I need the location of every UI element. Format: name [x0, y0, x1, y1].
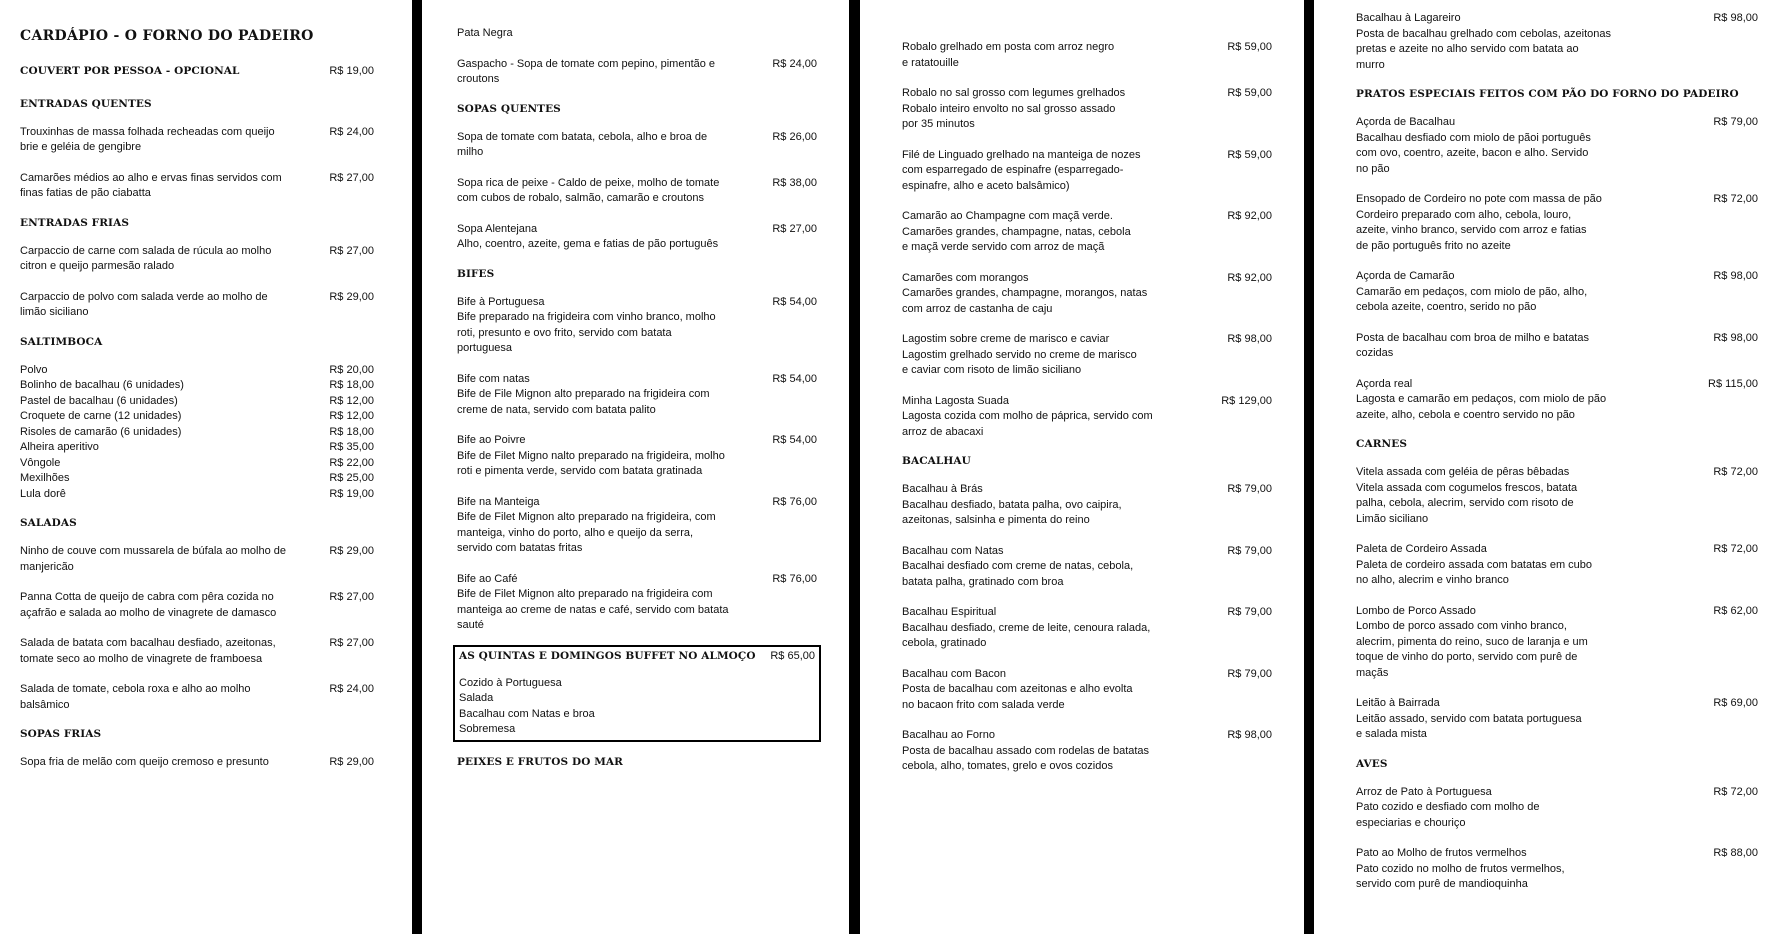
menu-item-description: Sopa rica de peixe - Caldo de peixe, molho de tomate com cubos de robalo, salmão, camarão e croutons [457, 176, 720, 204]
couvert-label: COUVERT POR PESSOA - OPCIONAL [20, 65, 240, 77]
section-saltimboca [20, 363, 374, 503]
menu-item [902, 209, 1272, 256]
menu-item-price: R$ 98,00 [1227, 729, 1272, 741]
list-item-price: R$ 19,00 [329, 487, 374, 500]
menu-item [1356, 696, 1758, 743]
section-bacalhau-continued [1356, 11, 1758, 73]
list-item [20, 409, 374, 425]
menu-item-description: Camarões com morangos Camarões grandes, champagne, morangos, natas com arroz de castanha de caju [902, 271, 1148, 315]
menu-item-description: Sopa de tomate com batata, cebola, alho e broa de milho [457, 130, 708, 158]
menu-item-price: R$ 38,00 [772, 176, 817, 189]
buffet-item: Salada [459, 692, 494, 704]
menu-item-price: R$ 129,00 [1221, 394, 1272, 407]
list-item-label: Mexilhões [20, 472, 70, 484]
section-heading: ENTRADAS QUENTES [20, 97, 152, 110]
menu-item-price: R$ 79,00 [1227, 483, 1272, 495]
menu-item-description: Sopa Alentejana Alho, coentro, azeite, gema e fatias de pão português [457, 222, 719, 250]
menu-item-price: R$ 29,00 [329, 545, 374, 557]
menu-item-description: Gaspacho - Sopa de tomate com pepino, pimentão e croutons [457, 57, 716, 85]
menu-item-price: R$ 115,00 [1708, 377, 1758, 390]
list-item [20, 471, 374, 487]
menu-item-description: Leitão à Bairrada Leitão assado, servido com batata portuguesa e salada mista [1356, 697, 1582, 740]
menu-item [1356, 331, 1758, 362]
menu-item-description: Ninho de couve com mussarela de búfala ao molho de manjericão [20, 545, 286, 573]
section-heading: BIFES [457, 267, 495, 280]
menu-item-description: Pata Negra [457, 27, 513, 39]
menu-item-description: Bife com natas Bife de File Mignon alto preparado na frigideira com creme de nata, servido com batata palito [457, 372, 710, 416]
menu-item-description: Robalo no sal grosso com legumes grelhados Robalo inteiro envolto no sal grosso assado por 35 minutos [902, 87, 1126, 130]
buffet-item-list [459, 676, 815, 738]
menu-item-price: R$ 27,00 [329, 171, 374, 184]
buffet-box [453, 645, 821, 742]
list-item-label: Polvo [20, 363, 48, 376]
buffet-item: Cozido à Portuguesa [459, 676, 562, 689]
section-peixes-items [902, 40, 1272, 440]
buffet-heading: AS QUINTAS E DOMINGOS BUFFET NO ALMOÇO [459, 649, 756, 662]
menu-item [902, 271, 1272, 318]
menu-item-price: R$ 72,00 [1713, 785, 1758, 798]
menu-page-4 [1314, 0, 1786, 934]
menu-item-price: R$ 72,00 [1713, 193, 1758, 205]
list-item-price: R$ 35,00 [329, 441, 374, 453]
couvert-price: R$ 19,00 [329, 65, 374, 77]
menu-item-description: Vitela assada com geléia de pêras bêbadas Vitela assada com cogumelos frescos, batata palha, cebola, alecrim, servido com risoto de Limão siciliano [1356, 466, 1578, 525]
menu-item-price: R$ 54,00 [772, 372, 817, 385]
menu-page-3 [860, 0, 1304, 934]
menu-item-description: Bacalhau com Natas Bacalhai desfiado com creme de natas, cebola, batata palha, gratinado com broa [902, 544, 1134, 588]
buffet-price: R$ 65,00 [770, 649, 815, 662]
menu-item-price: R$ 79,00 [1227, 544, 1272, 557]
menu-item [902, 86, 1272, 133]
section-heading: SOPAS QUENTES [457, 102, 561, 115]
section-sopas-quentes [457, 130, 817, 253]
menu-item-description: Bife ao Poivre Bife de Filet Migno nalto preparado na frigideira, molho roti e pimenta verde, servido com batata gratinada [457, 434, 725, 477]
menu-item-description: Filé de Linguado grelhado na manteiga de nozes com esparregado de espinafre (esparregado-espinafre, alho e aceto balsâmico) [902, 148, 1141, 192]
list-item-price: R$ 18,00 [329, 379, 374, 391]
menu-item-price: R$ 27,00 [772, 222, 817, 235]
list-item-price: R$ 12,00 [329, 394, 374, 407]
menu-item-price: R$ 92,00 [1227, 210, 1272, 222]
menu-item-description: Pato ao Molho de frutos vermelhos Pato cozido no molho de frutos vermelhos, servido com purê de mandioquinha [1356, 847, 1565, 890]
menu-item-description: Salada de tomate, cebola roxa e alho ao molho balsâmico [20, 683, 251, 711]
menu-item [457, 26, 817, 42]
menu-item-description: Paleta de Cordeiro Assada Paleta de cordeiro assada com batatas em cubo no alho, alecrim e vinho branco [1356, 543, 1593, 586]
menu-item-price: R$ 62,00 [1713, 604, 1758, 617]
menu-item-price: R$ 24,00 [772, 57, 817, 70]
menu-item-description: Bife na Manteiga Bife de Filet Mignon alto preparado na frigideira, com manteiga, vinho do porto, alho e queijo da serra, servido com batatas fritas [457, 495, 716, 554]
menu-item-description: Panna Cotta de queijo de cabra com pêra cozida no açafrão e salada ao molho de vinagrete de damasco [20, 591, 277, 619]
section-bacalhau [902, 482, 1272, 775]
list-item-price: R$ 20,00 [329, 363, 374, 376]
menu-item-description: Lombo de Porco Assado Lombo de porco assado com vinho branco, alecrim, pimenta do reino, suco de laranja e um toque de vinho do porto, servido com purê de maçãs [1356, 604, 1588, 679]
menu-item-price: R$ 24,00 [329, 125, 374, 138]
section-heading: AVES [1356, 757, 1388, 770]
menu-item-description: Minha Lagosta Suada Lagosta cozida com molho de páprica, servido com arroz de abacaxi [902, 394, 1153, 438]
section-entradas-quentes [20, 125, 374, 202]
list-item-label: Lula dorê [20, 487, 66, 500]
menu-item [457, 222, 817, 253]
menu-item-description: Carpaccio de polvo com salada verde ao molho de limão siciliano [20, 290, 268, 318]
menu-item [20, 244, 374, 275]
menu-item [1356, 846, 1758, 893]
section-heading: SOPAS FRIAS [20, 728, 102, 740]
menu-item-price [809, 26, 817, 42]
menu-item [902, 40, 1272, 71]
section-bifes [457, 295, 817, 634]
menu-item-price: R$ 79,00 [1713, 116, 1758, 128]
list-item-price: R$ 25,00 [329, 472, 374, 484]
couvert-row [20, 64, 374, 80]
menu-item-price: R$ 59,00 [1227, 148, 1272, 161]
section-carnes [1356, 465, 1758, 743]
list-item [20, 425, 374, 441]
menu-item-description: Bife à Portuguesa Bife preparado na frigideira com vinho branco, molho roti, presunto e ovo frito, servido com batata portuguesa [457, 295, 716, 354]
menu-item [902, 148, 1272, 195]
list-item [20, 378, 374, 394]
menu-item-price: R$ 98,00 [1713, 270, 1758, 282]
list-item-price: R$ 22,00 [329, 456, 374, 469]
list-item-label: Croquete de carne (12 unidades) [20, 410, 182, 422]
list-item [20, 456, 374, 472]
section-sopas-frias [20, 755, 374, 771]
menu-item-description: Açorda de Bacalhau Bacalhau desfiado com miolo de pãoi português com ovo, coentro, azeite, bacon e alho. Servido no pão [1356, 116, 1591, 175]
menu-item [20, 682, 374, 713]
menu-item [20, 171, 374, 202]
section-pratos-especiais [1356, 115, 1758, 423]
menu-item-price: R$ 27,00 [329, 244, 374, 257]
list-item-label: Alheira aperitivo [20, 441, 99, 453]
menu-item-description: Ensopado de Cordeiro no pote com massa de pão Cordeiro preparado com alho, cebola, louro, azeite, vinho branco, servido com arroz e fatias de pão português frito no azeite [1356, 193, 1602, 252]
menu-item-price: R$ 98,00 [1227, 333, 1272, 345]
menu-item [1356, 785, 1758, 832]
section-heading: BACALHAU [902, 455, 971, 467]
menu-item [20, 636, 374, 667]
section-heading: CARNES [1356, 438, 1408, 450]
section-saladas [20, 544, 374, 713]
section-heading: ENTRADAS FRIAS [20, 216, 129, 229]
menu-item-description: Bacalhau Espiritual Bacalhau desfiado, creme de leite, cenoura ralada, cebola, gratinado [902, 606, 1151, 649]
menu-item-description: Lagostim sobre creme de marisco e caviar Lagostim grelhado servido no creme de marisco e caviar com risoto de limão siciliano [902, 333, 1137, 376]
menu-item [457, 176, 817, 207]
list-item-price: R$ 12,00 [329, 410, 374, 422]
menu-item [1356, 115, 1758, 177]
menu-item-description: Bacalhau ao Forno Posta de bacalhau assado com rodelas de batatas cebola, alho, tomates, grelo e ovos cozidos [902, 729, 1150, 772]
list-item-label: Vôngole [20, 456, 61, 469]
menu-item-price: R$ 54,00 [772, 295, 817, 308]
buffet-item: Bacalhau com Natas e broa [459, 707, 595, 720]
menu-item [20, 544, 374, 575]
menu-item-description: Bacalhau com Bacon Posta de bacalhau com azeitonas e alho evolta no bacaon frito com salada verde [902, 667, 1133, 711]
menu-item-description: Bacalhau à Brás Bacalhau desfiado, batata palha, ovo caipira, azeitonas, salsinha e pimenta do reino [902, 483, 1122, 526]
section-heading: PRATOS ESPECIAIS FEITOS COM PÃO DO FORNO DO PADEIRO [1356, 88, 1739, 100]
section-heading: SALADAS [20, 517, 77, 529]
section-aves [1356, 785, 1758, 893]
menu-item [902, 728, 1272, 775]
list-item-label: Bolinho de bacalhau (6 unidades) [20, 379, 184, 391]
menu-item-price: R$ 92,00 [1227, 271, 1272, 284]
menu-item [457, 495, 817, 557]
menu-item-description: Sopa fria de melão com queijo cremoso e presunto [20, 756, 269, 768]
menu-item [457, 572, 817, 634]
menu-item-description: Carpaccio de carne com salada de rúcula ao molho citron e queijo parmesão ralado [20, 244, 272, 272]
menu-item-description: Bife ao Café Bife de Filet Mignon alto preparado na frigideira com manteiga ao creme de natas e café, servido com batata sauté [457, 572, 729, 631]
buffet-header [459, 650, 815, 662]
menu-item-price: R$ 69,00 [1713, 697, 1758, 709]
menu-item [20, 125, 374, 156]
menu-item [457, 433, 817, 480]
menu-page-1 [0, 0, 412, 934]
menu-item-description: Robalo grelhado em posta com arroz negro e ratatouille [902, 41, 1115, 69]
menu-item-price: R$ 59,00 [1227, 41, 1272, 53]
menu-item [902, 544, 1272, 591]
menu-item-price: R$ 54,00 [772, 434, 817, 446]
buffet-item: Sobremesa [459, 723, 516, 735]
list-item-price: R$ 18,00 [329, 425, 374, 438]
menu-item-price: R$ 72,00 [1713, 543, 1758, 555]
section-entradas-frias [20, 244, 374, 321]
menu-item [457, 57, 817, 88]
menu-item-price: R$ 29,00 [329, 756, 374, 768]
menu-item-price: R$ 27,00 [329, 637, 374, 649]
menu-item [457, 295, 817, 357]
menu-item-description: Açorda de Camarão Camarão em pedaços, com miolo de pão, alho, cebola azeite, coentro, serido no pão [1356, 270, 1588, 313]
menu-item [902, 482, 1272, 529]
menu-item-price: R$ 27,00 [329, 591, 374, 603]
menu-item-description: Bacalhau à Lagareiro Posta de bacalhau grelhado com cebolas, azeitonas pretas e azeite no alho servido com batata ao murro [1356, 12, 1612, 71]
menu-item [902, 667, 1272, 714]
menu-item [20, 290, 374, 321]
list-item [20, 487, 374, 503]
list-item [20, 394, 374, 410]
menu-item [1356, 604, 1758, 682]
menu-item-price: R$ 76,00 [772, 495, 817, 508]
section-heading: PEIXES E FRUTOS DO MAR [457, 755, 623, 768]
menu-item-price: R$ 29,00 [329, 290, 374, 303]
menu-item-description: Posta de bacalhau com broa de milho e batatas cozidas [1356, 331, 1589, 359]
menu-item [457, 372, 817, 419]
menu-item-price: R$ 79,00 [1227, 667, 1272, 680]
list-item [20, 363, 374, 379]
menu-item-price: R$ 59,00 [1227, 87, 1272, 99]
menu-item [902, 394, 1272, 441]
menu-item [1356, 377, 1758, 424]
menu-item [902, 605, 1272, 652]
section-heading: SALTIMBOCA [20, 335, 103, 348]
menu-item-price: R$ 76,00 [772, 572, 817, 585]
menu-item [20, 755, 374, 771]
menu-item-price: R$ 79,00 [1227, 606, 1272, 618]
list-item [20, 440, 374, 456]
menu-item-description: Trouxinhas de massa folhada recheadas com queijo brie e geléia de gengibre [20, 125, 275, 153]
menu-item [1356, 192, 1758, 254]
menu-item [1356, 11, 1758, 73]
menu-item [1356, 542, 1758, 589]
menu-item [1356, 269, 1758, 316]
menu-item-description: Arroz de Pato à Portuguesa Pato cozido e desfiado com molho de especiarias e chouriço [1356, 785, 1540, 829]
menu-item-description: Salada de batata com bacalhau desfiado, azeitonas, tomate seco ao molho de vinagrete de framboesa [20, 637, 276, 665]
list-item-label: Pastel de bacalhau (6 unidades) [20, 394, 178, 407]
menu-item [902, 332, 1272, 379]
menu-item-description: Camarões médios ao alho e ervas finas servidos com finas fatias de pão ciabatta [20, 171, 282, 199]
menu-item-price: R$ 24,00 [329, 683, 374, 695]
menu-item-price: R$ 26,00 [772, 130, 817, 143]
menu-item-price: R$ 98,00 [1713, 12, 1758, 24]
menu-item-description: Açorda real Lagosta e camarão em pedaços, com miolo de pão azeite, alho, cebola e coentro servido no pão [1356, 377, 1607, 421]
menu-title: CARDÁPIO - O FORNO DO PADEIRO [20, 28, 314, 44]
menu-item-price: R$ 98,00 [1713, 331, 1758, 344]
list-item-label: Risoles de camarão (6 unidades) [20, 425, 182, 438]
menu-page-2 [422, 0, 849, 934]
menu-item [457, 130, 817, 161]
menu-item-description: Camarão ao Champagne com maçã verde. Camarões grandes, champagne, natas, cebola e maçã verde servido com arroz de maçã [902, 210, 1131, 253]
menu-item [1356, 465, 1758, 527]
menu-item [20, 590, 374, 621]
menu-item-price: R$ 72,00 [1713, 466, 1758, 478]
section-continued-entries [457, 26, 817, 88]
menu-item-price: R$ 88,00 [1713, 847, 1758, 859]
